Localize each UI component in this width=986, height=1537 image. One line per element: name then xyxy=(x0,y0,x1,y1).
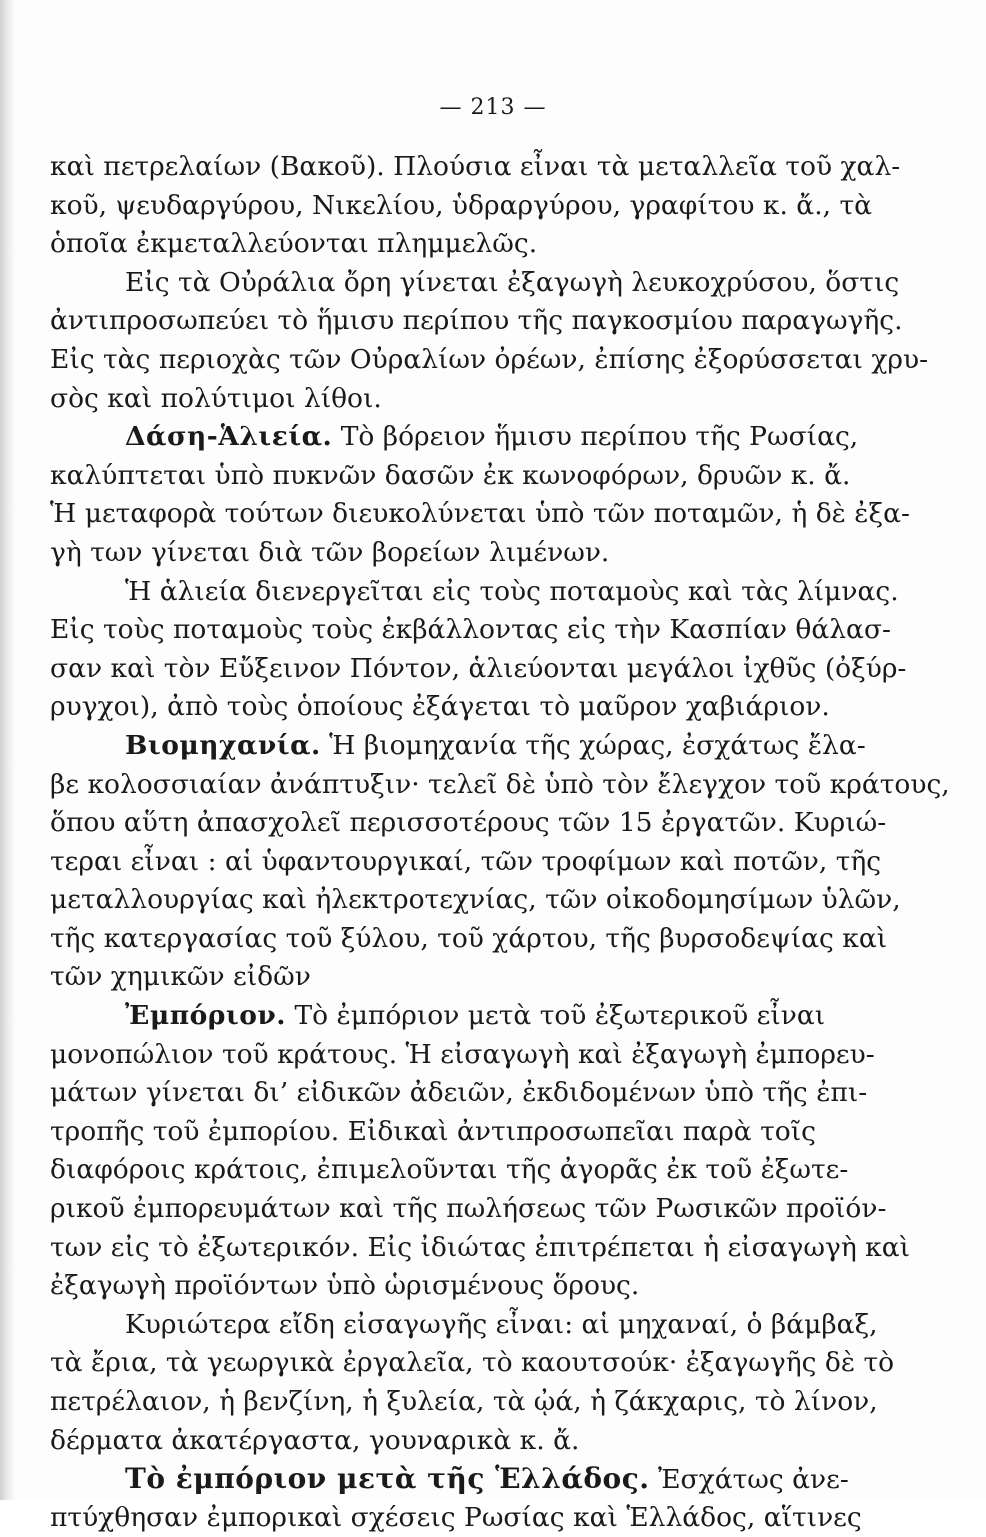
section-heading: Ἐμπόριον. xyxy=(125,1000,287,1032)
text-line xyxy=(50,881,901,920)
text-line xyxy=(50,380,840,419)
line-text: πετρέλαιον, ἡ βενζίνη, ἡ ξυλεία, τὰ ᾠά, ἡ ζάκχαρις, τὸ λίνον, xyxy=(50,1386,878,1417)
line-text: Εἰς τὰ Οὐράλια ὄρη γίνεται ἐξαγωγὴ λευκοχρύσου, ὅστις xyxy=(125,266,900,298)
text-line xyxy=(50,1383,878,1422)
text-line xyxy=(50,920,888,959)
line-text: ὁποῖα ἐκμεταλλεύονται πλημμελῶς. xyxy=(50,228,538,260)
section-heading-line xyxy=(50,418,859,457)
text-line xyxy=(50,1151,849,1190)
line-text: Ἡ ἁλιεία διενεργεῖται εἰς τοὺς ποταμοὺς καὶ τὰς λίμνας. xyxy=(125,575,899,607)
text-line xyxy=(50,1422,840,1461)
line-text: Τὸ ἐμπόριον μετὰ τοῦ ἐξωτερικοῦ εἶναι xyxy=(286,1000,826,1032)
section-heading-line xyxy=(50,727,866,766)
text-line xyxy=(50,1113,840,1152)
line-text: ἀντιπροσωπεύει τὸ ἥμισυ περίπου τῆς παγκοσμίου παραγωγῆς. xyxy=(50,305,903,337)
line-text: μονοπώλιον τοῦ κράτους. Ἡ εἰσαγωγὴ καὶ ἐξαγωγὴ ἐμπορευ- xyxy=(50,1038,875,1070)
text-line xyxy=(50,457,851,496)
text-line xyxy=(50,495,910,534)
line-text: Ἡ βιομηχανία τῆς χώρας, ἐσχάτως ἔλα- xyxy=(320,729,866,761)
page-number: — 213 — xyxy=(439,95,547,120)
text-line xyxy=(50,958,840,997)
section-heading: Βιομηχανία. xyxy=(125,729,321,761)
text-line xyxy=(50,1036,875,1075)
text-line xyxy=(50,1306,878,1345)
line-text: μεταλλουργίας καὶ ἠλεκτροτεχνίας, τῶν οἰκοδομησίμων ὑλῶν, xyxy=(50,884,901,916)
line-text: ὅπου αὕτη ἀπασχολεῖ περισσοτέρους τῶν 15 ἐργατῶν. Κυριώ- xyxy=(50,807,887,839)
line-text: ρικοῦ ἐμπορευμάτων καὶ τῆς πωλήσεως τῶν Ρωσικῶν προϊόν- xyxy=(50,1193,887,1225)
body-text xyxy=(50,148,950,1537)
text-line xyxy=(50,804,887,843)
line-text: σαν καὶ τὸν Εὔξεινον Πόντον, ἁλιεύονται μεγάλοι ἰχθῦς (ὀξύρ- xyxy=(50,652,907,684)
text-line xyxy=(50,534,840,573)
text-line xyxy=(50,341,929,380)
line-text: ἐξαγωγὴ προϊόντων ὑπὸ ὡρισμένους ὅρους. xyxy=(50,1270,640,1302)
text-line xyxy=(50,1074,868,1113)
section-heading: Δάση-Ἁλιεία. xyxy=(125,421,333,453)
line-text: τροπῆς τοῦ ἐμπορίου. Εἰδικαὶ ἀντιπροσωπεῖαι παρὰ τοῖς xyxy=(50,1115,816,1147)
line-text: γὴ των γίνεται διὰ τῶν βορείων λιμένων. xyxy=(50,536,610,568)
line-text: καλύπτεται ὑπὸ πυκνῶν δασῶν ἐκ κωνοφόρων, δρυῶν κ. ἄ. xyxy=(50,459,851,491)
line-text: βε κολοσσιαίαν ἀνάπτυξιν· τελεῖ δὲ ὑπὸ τὸν ἔλεγχον τοῦ κράτους, xyxy=(50,768,950,800)
line-text: των εἰς τὸ ἐξωτερικόν. Εἰς ἰδιώτας ἐπιτρέπεται ἡ εἰσαγωγὴ καὶ xyxy=(50,1231,910,1263)
text-line xyxy=(50,688,840,727)
line-text: Εἰς τοὺς ποταμοὺς τοὺς ἐκβάλλοντας εἰς τὴν Κασπίαν θάλασ- xyxy=(50,614,891,646)
text-line xyxy=(50,264,900,303)
text-line xyxy=(50,1229,910,1268)
line-text: τεραι εἶναι : αἱ ὑφαντουργικαί, τῶν τροφίμων καὶ ποτῶν, τῆς xyxy=(50,845,882,877)
line-text: κοῦ, ψευδαργύρου, Νικελίου, ὑδραργύρου, γραφίτου κ. ἄ., τὰ xyxy=(50,189,873,221)
text-line xyxy=(50,302,903,341)
line-text: τῆς κατεργασίας τοῦ ξύλου, τοῦ χάρτου, τῆς βυρσοδεψίας καὶ xyxy=(50,922,888,954)
page-binding-edge xyxy=(0,0,16,1500)
text-line xyxy=(50,611,891,650)
line-text: Εἰς τὰς περιοχὰς τῶν Οὐραλίων ὀρέων, ἐπίσης ἐξορύσσεται χρυ- xyxy=(50,343,929,375)
line-text: σὸς καὶ πολύτιμοι λίθοι. xyxy=(50,382,382,414)
line-text: πτύχθησαν ἐμπορικαὶ σχέσεις Ρωσίας καὶ Ἑλλάδος, αἵτινες xyxy=(50,1501,862,1533)
text-line xyxy=(50,650,907,689)
line-text: Ἐσχάτως ἀνε- xyxy=(649,1464,849,1496)
text-line xyxy=(50,148,901,187)
section-heading-line xyxy=(50,1460,849,1499)
text-line xyxy=(50,573,899,612)
text-line xyxy=(50,766,950,805)
text-line xyxy=(50,187,873,226)
line-text: καὶ πετρελαίων (Βακοῦ). Πλούσια εἶναι τὰ μεταλλεῖα τοῦ χαλ- xyxy=(50,151,901,182)
text-line xyxy=(50,225,840,264)
text-line xyxy=(50,1344,895,1383)
text-line xyxy=(50,1499,862,1537)
line-text: μάτων γίνεται δι’ εἰδικῶν ἀδειῶν, ἐκδιδομένων ὑπὸ τῆς ἐπι- xyxy=(50,1077,868,1109)
text-line xyxy=(50,1267,840,1306)
section-heading-line xyxy=(50,997,840,1036)
text-line xyxy=(50,843,882,882)
line-text: ρυγχοι), ἀπὸ τοὺς ὁποίους ἐξάγεται τὸ μαῦρον χαβιάριον. xyxy=(50,691,830,723)
line-text: Κυριώτερα εἴδη εἰσαγωγῆς εἶναι: αἱ μηχαναί, ὁ βάμβαξ, xyxy=(125,1308,878,1340)
line-text: διαφόροις κράτοις, ἐπιμελοῦνται τῆς ἀγορᾶς ἐκ τοῦ ἐξωτε- xyxy=(50,1154,849,1186)
line-text: Τὸ βόρειον ἥμισυ περίπου τῆς Ρωσίας, xyxy=(332,421,859,453)
line-text: τῶν χημικῶν εἰδῶν xyxy=(50,961,311,993)
line-text: δέρματα ἀκατέργαστα, γουναρικὰ κ. ἄ. xyxy=(50,1424,580,1456)
section-heading: Τὸ ἐμπόριον μετὰ τῆς Ἑλλάδος. xyxy=(125,1462,650,1496)
line-text: τὰ ἔρια, τὰ γεωργικὰ ἐργαλεῖα, τὸ καουτσούκ· ἐξαγωγῆς δὲ τὸ xyxy=(50,1347,895,1379)
line-text: Ἡ μεταφορὰ τούτων διευκολύνεται ὑπὸ τῶν ποταμῶν, ἡ δὲ ἐξα- xyxy=(50,498,910,530)
text-line xyxy=(50,1190,887,1229)
